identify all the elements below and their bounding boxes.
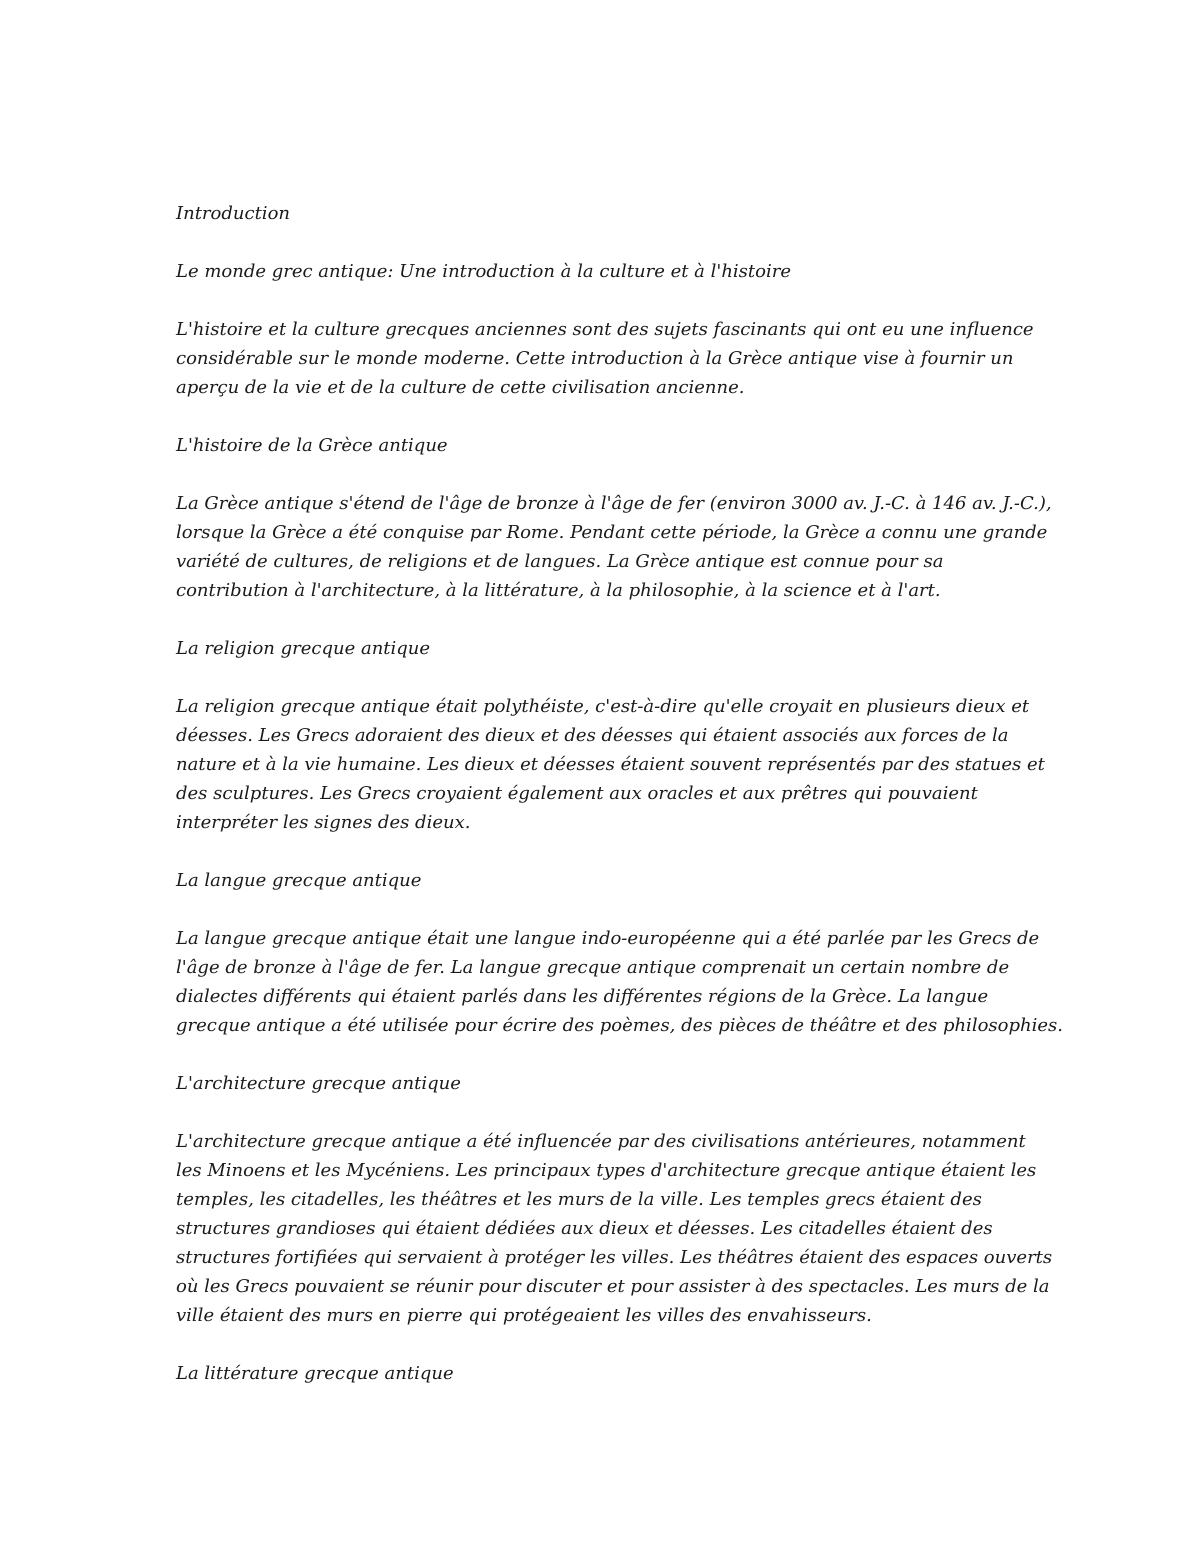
text-line: La littérature grecque antique bbox=[176, 1363, 454, 1384]
text-line: ville étaient des murs en pierre qui protégeaient les villes des envahisseurs. bbox=[176, 1305, 872, 1326]
text-line: interpréter les signes des dieux. bbox=[176, 812, 471, 833]
text-line: nature et à la vie humaine. Les dieux et déesses étaient souvent représentés par des statues et bbox=[176, 754, 1045, 775]
text-line: L'histoire de la Grèce antique bbox=[176, 435, 448, 456]
heading-religion bbox=[176, 634, 1036, 663]
text-line: La Grèce antique s'étend de l'âge de bronze à l'âge de fer (environ 3000 av. J.-C. à 146 av. J.-C.), bbox=[176, 493, 1052, 514]
text-line: lorsque la Grèce a été conquise par Rome. Pendant cette période, la Grèce a connu une grande bbox=[176, 522, 1048, 543]
text-line: La langue grecque antique était une langue indo-européenne qui a été parlée par les Grecs de bbox=[176, 928, 1040, 949]
text-line: des sculptures. Les Grecs croyaient également aux oracles et aux prêtres qui pouvaient bbox=[176, 783, 978, 804]
text-line: La langue grecque antique bbox=[176, 870, 422, 891]
text-line: considérable sur le monde moderne. Cette introduction à la Grèce antique vise à fournir un bbox=[176, 348, 1014, 369]
paragraph-language bbox=[176, 924, 1063, 1040]
text-line: variété de cultures, de religions et de langues. La Grèce antique est connue pour sa bbox=[176, 551, 944, 572]
text-line: L'architecture grecque antique a été influencée par des civilisations antérieures, notamment bbox=[176, 1131, 1026, 1152]
text-line: grecque antique a été utilisée pour écrire des poèmes, des pièces de théâtre et des philosophies. bbox=[176, 1015, 1063, 1036]
paragraph-intro bbox=[176, 315, 1036, 402]
paragraph-architecture bbox=[176, 1127, 1053, 1330]
text-line: structures grandioses qui étaient dédiées aux dieux et déesses. Les citadelles étaient des bbox=[176, 1218, 993, 1239]
text-line: Introduction bbox=[176, 203, 290, 224]
text-line: structures fortifiées qui servaient à protéger les villes. Les théâtres étaient des espaces ouverts bbox=[176, 1247, 1053, 1268]
paragraph-history bbox=[176, 489, 1052, 605]
heading-architecture bbox=[176, 1069, 1036, 1098]
text-line: l'âge de bronze à l'âge de fer. La langue grecque antique comprenait un certain nombre de bbox=[176, 957, 1010, 978]
text-line: les Minoens et les Mycéniens. Les principaux types d'architecture grecque antique étaient les bbox=[176, 1160, 1037, 1181]
text-line: La religion grecque antique était polythéiste, c'est-à-dire qu'elle croyait en plusieurs dieux et bbox=[176, 696, 1030, 717]
text-line: aperçu de la vie et de la culture de cette civilisation ancienne. bbox=[176, 377, 745, 398]
document-title bbox=[176, 257, 1036, 286]
text-line: temples, les citadelles, les théâtres et les murs de la ville. Les temples grecs étaient des bbox=[176, 1189, 982, 1210]
heading-literature bbox=[176, 1359, 1036, 1388]
heading-introduction bbox=[176, 199, 1036, 228]
text-line: L'histoire et la culture grecques anciennes sont des sujets fascinants qui ont eu une influence bbox=[176, 319, 1034, 340]
text-line: dialectes différents qui étaient parlés dans les différentes régions de la Grèce. La langue bbox=[176, 986, 989, 1007]
text-line: contribution à l'architecture, à la littérature, à la philosophie, à la science et à l'art. bbox=[176, 580, 941, 601]
heading-history bbox=[176, 431, 1036, 460]
text-line: La religion grecque antique bbox=[176, 638, 431, 659]
document-body bbox=[176, 199, 1063, 1417]
text-line: Le monde grec antique: Une introduction à la culture et à l'histoire bbox=[176, 261, 792, 282]
paragraph-religion bbox=[176, 692, 1045, 837]
heading-language bbox=[176, 866, 1036, 895]
text-line: L'architecture grecque antique bbox=[176, 1073, 461, 1094]
text-line: déesses. Les Grecs adoraient des dieux et des déesses qui étaient associés aux forces de la bbox=[176, 725, 1009, 746]
text-line: où les Grecs pouvaient se réunir pour discuter et pour assister à des spectacles. Les murs de la bbox=[176, 1276, 1050, 1297]
